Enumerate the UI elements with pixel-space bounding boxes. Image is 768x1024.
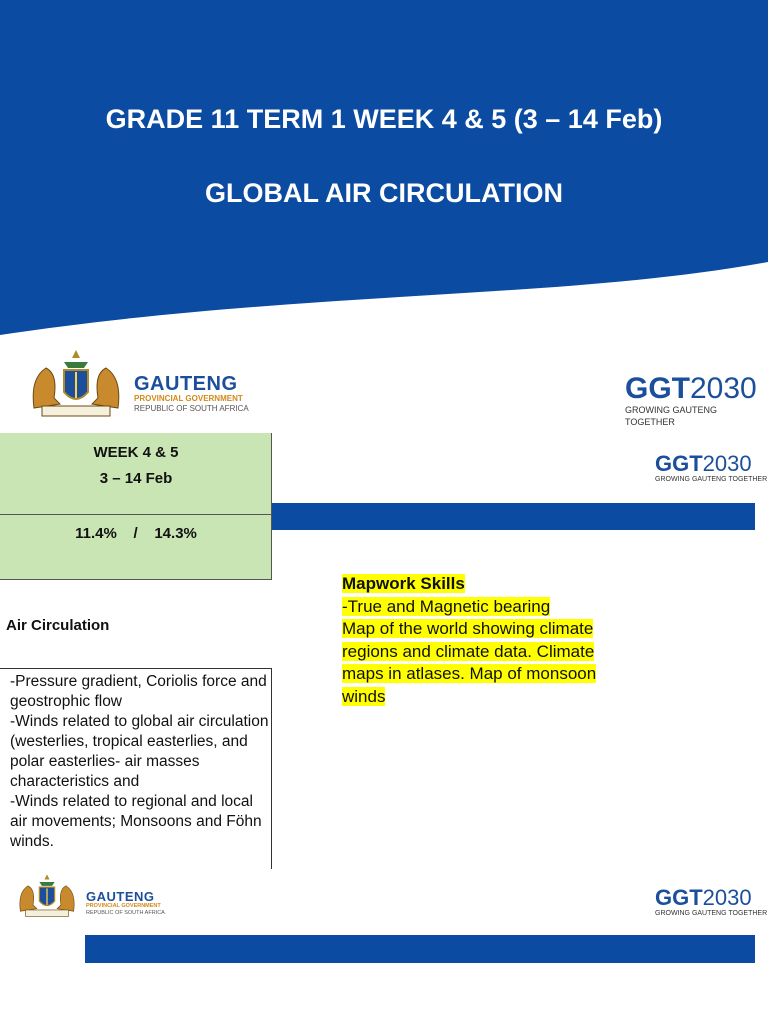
gauteng-sub1: PROVINCIAL GOVERNMENT xyxy=(86,903,161,909)
gauteng-sub2: REPUBLIC OF SOUTH AFRICA xyxy=(86,910,165,916)
gauteng-name: GAUTENG xyxy=(134,373,238,395)
ggt-year: 2030 xyxy=(702,885,752,910)
blue-bar-top xyxy=(272,503,755,530)
page-title: GRADE 11 TERM 1 WEEK 4 & 5 (3 – 14 Feb) xyxy=(105,104,663,134)
coat-of-arms-icon xyxy=(24,348,128,420)
mapwork-line: Map of the world showing climate regions and climate data. Climate maps in atlases. Map of monsoon winds xyxy=(342,619,597,706)
ggt-tagline: GROWING GAUTENG TOGETHER xyxy=(625,405,717,427)
page-subtitle: GLOBAL AIR CIRCULATION xyxy=(205,178,563,208)
content-item: -Winds related to regional and local air movements; Monsoons and Föhn winds. xyxy=(10,793,262,850)
content-item: -Winds related to global air circulation (westerlies, tropical easterlies, and polar easterlies- air masses characteristics and xyxy=(10,713,269,790)
header-wave-shape xyxy=(0,0,768,345)
gauteng-wordmark xyxy=(134,374,249,414)
week-percent: 11.4% / 14.3% xyxy=(75,525,197,542)
mapwork-skills xyxy=(342,573,612,708)
ggt-year: 2030 xyxy=(702,451,752,476)
week-divider xyxy=(0,514,271,515)
blue-bar-bottom xyxy=(85,935,755,963)
ggt-main: GGT xyxy=(625,372,690,405)
ggt-main: GGT xyxy=(655,451,703,476)
gauteng-wordmark-small xyxy=(86,890,165,917)
gauteng-sub1: PROVINCIAL GOVERNMENT xyxy=(134,394,243,403)
ggt-main: GGT xyxy=(655,885,703,910)
mapwork-line: -True and Magnetic bearing xyxy=(342,596,551,616)
gauteng-name: GAUTENG xyxy=(86,889,155,904)
mapwork-heading: Mapwork Skills xyxy=(342,574,465,593)
topic-title: Air Circulation xyxy=(6,617,110,634)
ggt2030-logo-large xyxy=(625,374,768,428)
content-item: -Pressure gradient, Coriolis force and geostrophic flow xyxy=(10,673,267,710)
content-list xyxy=(10,672,270,852)
ggt-year: 2030 xyxy=(690,372,757,405)
gauteng-sub2: REPUBLIC OF SOUTH AFRICA xyxy=(134,404,249,413)
ggt2030-logo-small xyxy=(655,887,767,918)
ggt-tagline: GROWING GAUTENG TOGETHER xyxy=(655,910,768,917)
ggt-tagline: GROWING GAUTENG TOGETHER xyxy=(655,476,768,483)
week-label: WEEK 4 & 5 xyxy=(93,444,179,461)
header-banner xyxy=(0,0,768,345)
coat-of-arms-icon xyxy=(14,872,80,920)
week-dates: 3 – 14 Feb xyxy=(99,470,173,487)
ggt2030-logo-medium xyxy=(655,453,767,484)
